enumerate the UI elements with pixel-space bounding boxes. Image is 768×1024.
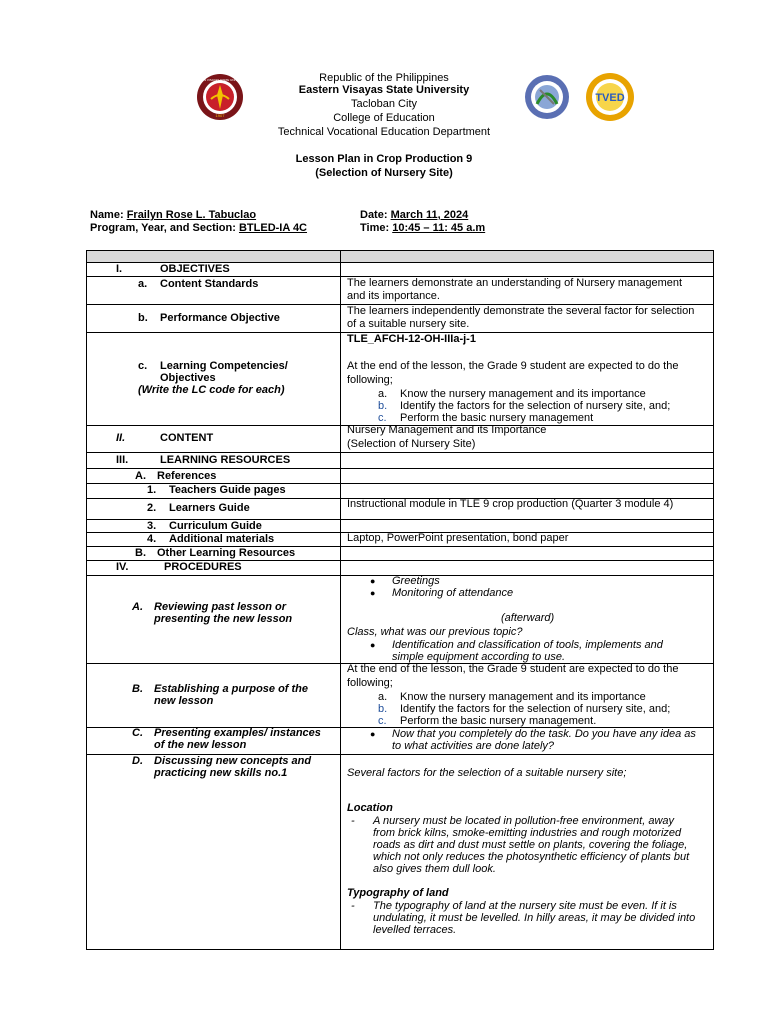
- proc-b-letter: B.: [132, 683, 143, 695]
- header-republic: Republic of the Philippines: [319, 72, 449, 84]
- bullet-icon: ●: [370, 729, 376, 739]
- other-resources-label: Other Learning Resources: [157, 547, 296, 559]
- proc-a-afterward: (afterward): [501, 612, 555, 624]
- content-heading: CONTENT: [160, 432, 214, 444]
- svg-text:TVED: TVED: [595, 92, 625, 104]
- competency-item-c: Perform the basic nursery management: [400, 412, 594, 424]
- content-standards-text-2: and its importance.: [347, 290, 440, 302]
- location-text: A nursery must be located in pollution-free environment, away: [373, 815, 675, 827]
- name-value: Frailyn Rose L. Tabuclao: [126, 209, 257, 221]
- proc-b-label-2: new lesson: [154, 695, 214, 707]
- proc-a-letter: A.: [132, 601, 143, 613]
- header-department: Technical Vocational Education Department: [277, 126, 491, 138]
- typography-dash: -: [351, 900, 355, 912]
- procedures-heading: PROCEDURES: [164, 561, 242, 573]
- performance-text: The learners independently demonstrate the several factor for selection: [347, 305, 695, 317]
- header-university: Eastern Visayas State University: [298, 84, 470, 96]
- proc-c-question: Now that you completely do the task. Do you have any idea as: [392, 728, 696, 740]
- performance-text-2: of a suitable nursery site.: [347, 318, 470, 330]
- proc-c-letter: C.: [132, 727, 143, 739]
- learners-guide-label: Learners Guide: [169, 502, 250, 514]
- svg-text:EASTERN VISAYAS STATE UNIVERSI: EASTERN VISAYAS STATE UNIVERSITY: [192, 78, 248, 82]
- competencies-label-objectives: Objectives: [160, 372, 216, 384]
- plan-subtitle: (Selection of Nursery Site): [315, 167, 453, 179]
- proc-d-label: Discussing new concepts and: [154, 755, 312, 767]
- purpose-item-c-letter: c.: [378, 715, 387, 727]
- competencies-intro-2: following;: [347, 374, 393, 386]
- time-line: [360, 222, 485, 234]
- competency-item-b-letter: b.: [378, 400, 388, 412]
- date-label: Date:: [360, 209, 388, 221]
- header-city: Tacloban City: [350, 98, 418, 110]
- competency-item-a-letter: a.: [378, 388, 388, 400]
- resources-num: III.: [116, 454, 129, 466]
- additional-materials-text: Laptop, PowerPoint presentation, bond paper: [347, 532, 569, 544]
- date-value: March 11, 2024: [390, 209, 469, 221]
- program-line: [90, 222, 307, 234]
- time-label: Time:: [360, 222, 390, 234]
- purpose-item-a-letter: a.: [378, 691, 388, 703]
- performance-num: b.: [138, 312, 148, 324]
- resources-heading: LEARNING RESOURCES: [160, 454, 291, 466]
- location-text-2: from brick kilns, smoke-emitting industries and rough motorized: [373, 827, 682, 839]
- proc-b-intro: At the end of the lesson, the Grade 9 student are expected to do the: [347, 663, 679, 675]
- proc-a-attendance: Monitoring of attendance: [392, 587, 514, 599]
- purpose-item-b: Identify the factors for the selection of nursery site, and;: [400, 703, 671, 715]
- competency-item-b: Identify the factors for the selection of nursery site, and;: [400, 400, 671, 412]
- location-text-4: which not only reduces the photosynthetic efficiency of plants but: [373, 851, 690, 863]
- proc-d-label-2: practicing new skills no.1: [154, 767, 288, 779]
- proc-b-intro-2: following;: [347, 677, 393, 689]
- purpose-item-a: Know the nursery management and its importance: [400, 691, 646, 703]
- proc-a-label-2: presenting the new lesson: [154, 613, 293, 625]
- competencies-num: c.: [138, 360, 148, 372]
- purpose-item-c: Perform the basic nursery management.: [400, 715, 597, 727]
- plan-title: Lesson Plan in Crop Production 9: [295, 153, 473, 165]
- bullet-icon: ●: [370, 576, 376, 586]
- location-title: Location: [347, 802, 393, 814]
- teachers-guide-label: Teachers Guide pages: [169, 484, 286, 496]
- table-column-divider: [340, 250, 341, 950]
- name-label: Name:: [90, 209, 124, 221]
- procedures-num: IV.: [116, 561, 129, 573]
- purpose-item-b-letter: b.: [378, 703, 388, 715]
- proc-a-answer: Identification and classification of tools, implements and: [392, 639, 663, 651]
- typography-text-2: undulating, it must be levelled. In hilly areas, it may be divided into: [373, 912, 696, 924]
- typography-text: The typography of land at the nursery site must be even. If it is: [373, 900, 677, 912]
- competencies-intro: At the end of the lesson, the Grade 9 student are expected to do the: [347, 360, 679, 372]
- header-college: College of Education: [333, 112, 435, 124]
- other-resources-letter: B.: [135, 547, 146, 559]
- learners-guide-text: Instructional module in TLE 9 crop production (Quarter 3 module 4): [347, 498, 674, 510]
- content-standards-text: The learners demonstrate an understanding of Nursery management: [347, 277, 683, 289]
- location-dash: -: [351, 815, 355, 827]
- additional-num: 4.: [147, 533, 157, 545]
- content-standards-num: a.: [138, 278, 148, 290]
- bullet-icon: ●: [370, 588, 376, 598]
- competencies-label: Learning Competencies/: [160, 360, 288, 372]
- program-value: BTLED-IA 4C: [238, 222, 308, 234]
- time-value: 10:45 – 11: 45 a.m: [392, 222, 486, 234]
- proc-c-label: Presenting examples/ instances: [154, 727, 321, 739]
- row-line: [86, 468, 714, 469]
- competencies-lc-note: (Write the LC code for each): [138, 384, 285, 396]
- proc-c-question-2: to what activities are done lately?: [392, 740, 555, 752]
- svg-text:1907: 1907: [215, 113, 225, 118]
- date-line: [360, 209, 468, 221]
- proc-b-label: Establishing a purpose of the: [154, 683, 309, 695]
- lc-code: TLE_AFCH-12-OH-IIIa-j-1: [347, 333, 476, 345]
- proc-d-intro: Several factors for the selection of a suitable nursery site;: [347, 767, 627, 779]
- content-text: Nursery Management and its Importance: [347, 424, 547, 436]
- objectives-heading: OBJECTIVES: [160, 263, 230, 275]
- additional-label: Additional materials: [169, 533, 275, 545]
- name-line: [90, 209, 256, 221]
- content-num: II.: [116, 432, 126, 444]
- learners-guide-num: 2.: [147, 502, 157, 514]
- proc-a-greetings: Greetings: [392, 575, 440, 587]
- performance-label: Performance Objective: [160, 312, 280, 324]
- row-line: [86, 452, 714, 453]
- references-label: References: [157, 470, 217, 482]
- proc-a-label: Reviewing past lesson or: [154, 601, 287, 613]
- objectives-num: I.: [116, 263, 123, 275]
- curriculum-guide-label: Curriculum Guide: [169, 520, 262, 532]
- content-text-2: (Selection of Nursery Site): [347, 438, 476, 450]
- proc-c-label-2: of the new lesson: [154, 739, 247, 751]
- typography-title: Typography of land: [347, 887, 449, 899]
- competency-item-c-letter: c.: [378, 412, 387, 424]
- typography-text-3: levelled terraces.: [373, 924, 457, 936]
- location-text-5: also gives them dull look.: [373, 863, 496, 875]
- bullet-icon: ●: [370, 640, 376, 650]
- competency-item-a: Know the nursery management and its importance: [400, 388, 646, 400]
- curriculum-guide-num: 3.: [147, 520, 157, 532]
- content-standards-label: Content Standards: [160, 278, 259, 290]
- program-label: Program, Year, and Section:: [90, 222, 236, 234]
- teachers-guide-num: 1.: [147, 484, 157, 496]
- table-header-row: [87, 251, 713, 262]
- location-text-3: roads as dirt and dust must settle on plants, covering the foliage,: [373, 839, 688, 851]
- proc-a-question: Class, what was our previous topic?: [347, 626, 523, 638]
- references-letter: A.: [135, 470, 146, 482]
- proc-a-answer-2: simple equipment according to use.: [392, 651, 566, 663]
- proc-d-letter: D.: [132, 755, 143, 767]
